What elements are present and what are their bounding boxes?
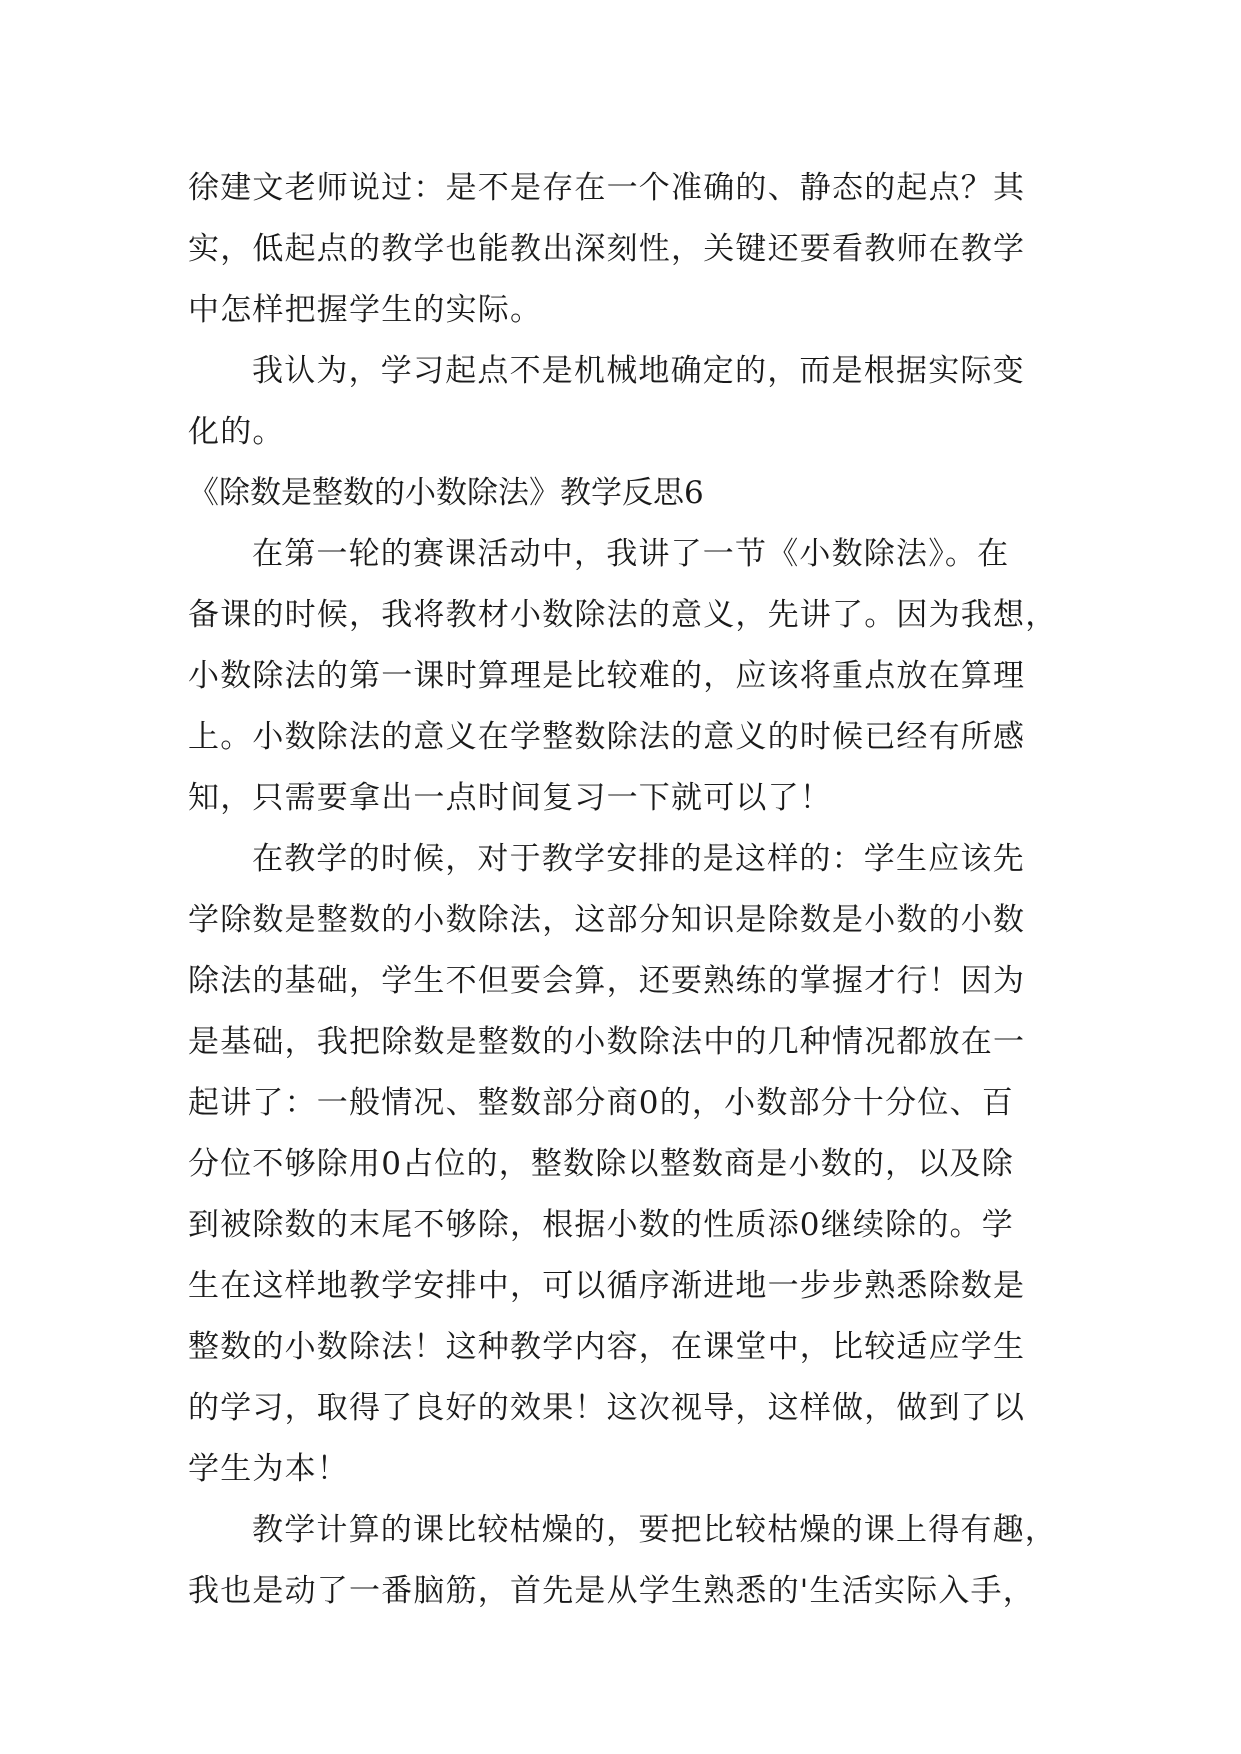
text-line: 学生为本！ [188,1451,349,1487]
text-line: 化的。 [188,414,285,450]
text-line: 知，只需要拿出一点时间复习一下就可以了！ [188,780,832,816]
text-line: 上。小数除法的意义在学整数除法的意义的时候已经有所感 [188,719,1026,755]
text-line: 小数除法的第一课时算理是比较难的，应该将重点放在算理 [188,658,1026,694]
document-body [188,158,1058,1622]
text-line: 备课的时候，我将教材小数除法的意义，先讲了。因为我想， [188,597,1058,633]
text-line: 的学习，取得了良好的效果！这次视导，这样做，做到了以 [188,1390,1026,1426]
text-line: 在教学的时候，对于教学安排的是这样的：学生应该先 [252,841,1025,877]
section-title: 《除数是整数的小数除法》教学反思6 [188,475,704,511]
text-line: 学除数是整数的小数除法，这部分知识是除数是小数的小数 [188,902,1026,938]
text-line: 是基础，我把除数是整数的小数除法中的几种情况都放在一 [188,1024,1026,1060]
text-line: 起讲了：一般情况、整数部分商0的，小数部分十分位、百 [188,1085,1014,1121]
text-line: 我也是动了一番脑筋，首先是从学生熟悉的'生活实际入手， [188,1573,1035,1609]
text-line: 整数的小数除法！这种教学内容，在课堂中，比较适应学生 [188,1329,1026,1365]
text-line: 分位不够除用0占位的，整数除以整数商是小数的，以及除 [188,1146,1014,1182]
text-line: 到被除数的末尾不够除，根据小数的性质添0继续除的。学 [188,1207,1014,1243]
text-line: 我认为，学习起点不是机械地确定的，而是根据实际变 [252,353,1025,389]
text-line: 生在这样地教学安排中，可以循序渐进地一步步熟悉除数是 [188,1268,1026,1304]
text-line: 中怎样把握学生的实际。 [188,292,543,328]
text-line: 教学计算的课比较枯燥的，要把比较枯燥的课上得有趣， [252,1512,1057,1548]
text-line: 徐建文老师说过：是不是存在一个准确的、静态的起点？其 [188,170,1026,206]
text-line: 除法的基础，学生不但要会算，还要熟练的掌握才行！因为 [188,963,1026,999]
text-line: 在第一轮的赛课活动中，我讲了一节《小数除法》。在 [252,536,1010,572]
text-line: 实，低起点的教学也能教出深刻性，关键还要看教师在教学 [188,231,1026,267]
